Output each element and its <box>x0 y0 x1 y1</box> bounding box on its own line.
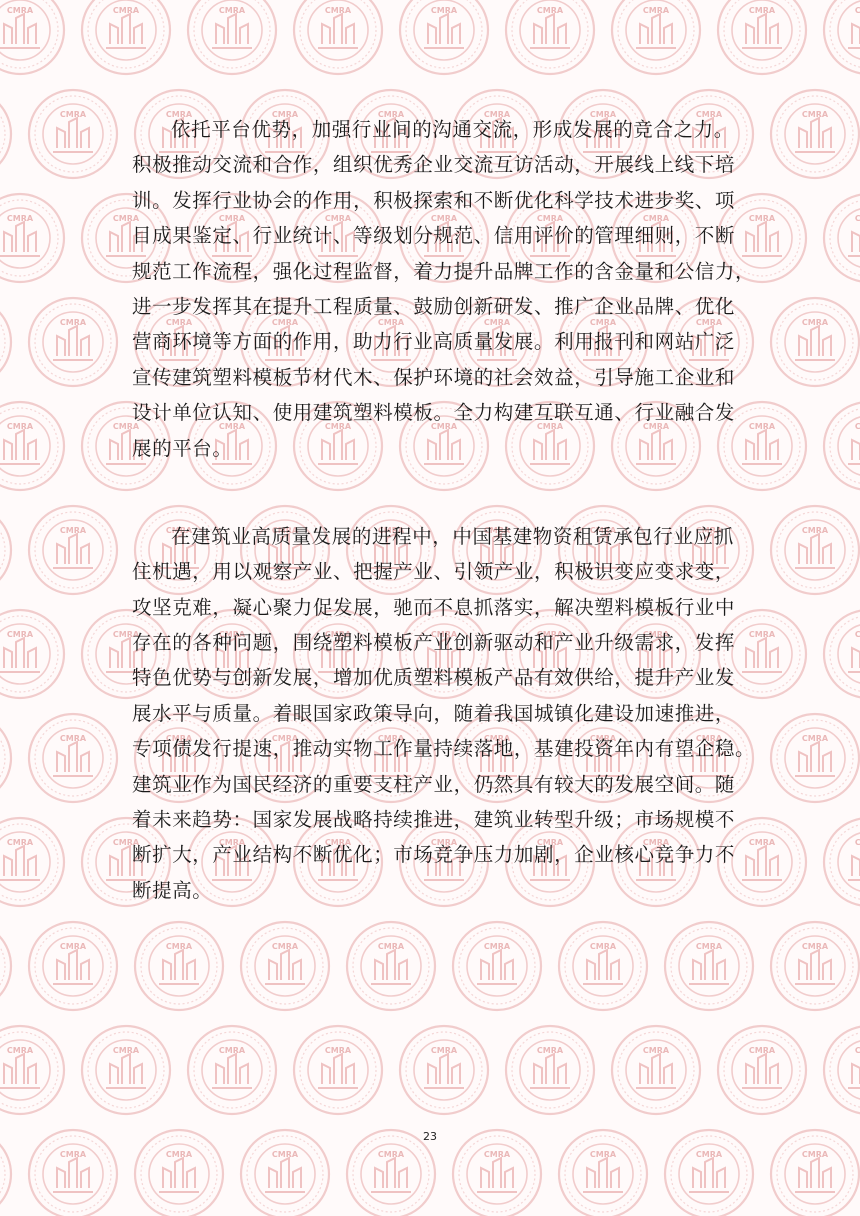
text-line: 宣传建筑塑料模板节材代木、保护环境的社会效益，引导施工企业和 <box>132 365 736 389</box>
paragraph-2 <box>132 519 756 908</box>
text-line: 断扩大，产业结构不断优化；市场竞争压力加剧，企业核心竞争力不 <box>132 843 736 867</box>
watermark-seal <box>559 922 647 1010</box>
text-line: 目成果鉴定、行业统计、等级划分规范、信用评价的管理细则，不断 <box>132 224 736 248</box>
watermark-seal <box>0 1026 64 1114</box>
watermark-seal <box>453 922 541 1010</box>
watermark-seal <box>506 1026 594 1114</box>
text-line: 营商环境等方面的作用，助力行业高质量发展。利用报刊和网站广泛 <box>132 330 736 354</box>
watermark-seal <box>188 1026 276 1114</box>
paragraph-1 <box>132 112 756 466</box>
watermark-seal <box>400 0 488 74</box>
watermark-seal <box>29 922 117 1010</box>
watermark-seal <box>0 298 11 386</box>
watermark-seal <box>0 506 11 594</box>
watermark-seal <box>0 0 64 74</box>
watermark-seal <box>82 1026 170 1114</box>
text-line: 规范工作流程，强化过程监督，着力提升品牌工作的含金量和公信力， <box>132 259 756 283</box>
text-line: 住机遇，用以观察产业、把握产业、引领产业，积极识变应变求变， <box>132 560 736 584</box>
text-line: 建筑业作为国民经济的重要支柱产业，仍然具有较大的发展空间。随 <box>132 772 736 796</box>
text-line: 着未来趋势：国家发展战略持续推进，建筑业转型升级；市场规模不 <box>132 808 736 832</box>
text-line: 积极推动交流和合作，组织优秀企业交流互访活动，开展线上线下培 <box>132 153 736 177</box>
text-line: 在建筑业高质量发展的进程中，中国基建物资租赁承包行业应抓 <box>171 524 734 548</box>
watermark-seal <box>718 0 806 74</box>
watermark-seal <box>771 714 859 802</box>
watermark-seal <box>771 922 859 1010</box>
body-text <box>132 112 756 908</box>
watermark-seal <box>506 0 594 74</box>
watermark-seal <box>824 0 860 74</box>
text-line: 展的平台。 <box>132 436 233 460</box>
watermark-seal <box>29 714 117 802</box>
watermark-seal <box>824 1026 860 1114</box>
watermark-seal <box>824 610 860 698</box>
watermark-seal <box>665 922 753 1010</box>
watermark-seal <box>824 194 860 282</box>
watermark-seal <box>29 90 117 178</box>
watermark-seal <box>347 922 435 1010</box>
watermark-seal <box>771 298 859 386</box>
watermark-seal <box>824 402 860 490</box>
text-line: 依托平台优势，加强行业间的沟通交流，形成发展的竞合之力。 <box>171 118 734 141</box>
text-line: 存在的各种问题，围绕塑料模板产业创新驱动和产业升级需求，发挥 <box>132 631 736 655</box>
text-line: 训。发挥行业协会的作用，积极探索和不断优化科学技术进步奖、项 <box>132 188 736 212</box>
watermark-seal <box>0 714 11 802</box>
watermark-seal <box>0 922 11 1010</box>
watermark-seal <box>294 1026 382 1114</box>
page-number: 23 <box>423 1130 437 1143</box>
watermark-seal <box>0 90 11 178</box>
text-line: 特色优势与创新发展，增加优质塑料模板产品有效供给，提升产业发 <box>132 666 736 690</box>
watermark-seal <box>612 0 700 74</box>
watermark-seal <box>188 0 276 74</box>
watermark-seal <box>0 610 64 698</box>
text-line: 设计单位认知、使用建筑塑料模板。全力构建互联互通、行业融合发 <box>132 401 736 425</box>
watermark-seal <box>0 402 64 490</box>
watermark-seal <box>0 818 64 906</box>
watermark-seal <box>29 506 117 594</box>
watermark-seal <box>400 1026 488 1114</box>
watermark-seal <box>771 90 859 178</box>
watermark-seal <box>241 922 329 1010</box>
watermark-seal <box>29 298 117 386</box>
text-line: 断提高。 <box>132 878 213 902</box>
watermark-seal <box>0 194 64 282</box>
text-line: 专项债发行提速，推动实物工作量持续落地，基建投资年内有望企稳。 <box>132 737 756 761</box>
text-line: 进一步发挥其在提升工程质量、鼓励创新研发、推广企业品牌、优化 <box>132 294 736 318</box>
watermark-seal <box>718 1026 806 1114</box>
watermark-seal <box>135 922 223 1010</box>
watermark-seal <box>82 0 170 74</box>
watermark-seal <box>612 1026 700 1114</box>
watermark-seal <box>294 0 382 74</box>
text-line: 展水平与质量。着眼国家政策导向，随着我国城镇化建设加速推进， <box>132 701 736 725</box>
text-line: 攻坚克难，凝心聚力促发展，驰而不息抓落实，解决塑料模板行业中 <box>132 595 736 619</box>
watermark-seal <box>771 506 859 594</box>
watermark-seal <box>824 818 860 906</box>
